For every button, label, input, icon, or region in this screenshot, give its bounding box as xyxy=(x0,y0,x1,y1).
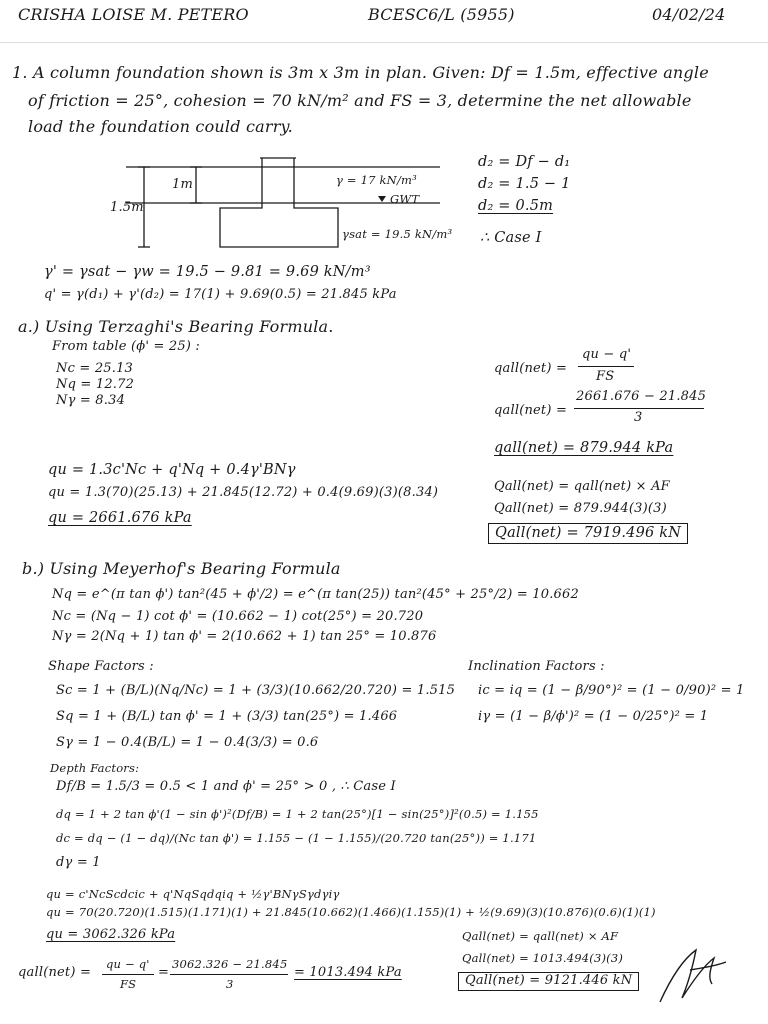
nq-value: Nq = 12.72 xyxy=(56,377,135,392)
nc-value: Nc = 25.13 xyxy=(56,361,134,376)
b-nq: Nq = e^(π tan ϕ') tan²(45 + ϕ'/2) = e^(π tan(25)) tan²(45° + 25°/2) = 10.662 xyxy=(52,587,579,602)
depth-dgamma: dγ = 1 xyxy=(56,855,101,870)
depth-dq: dq = 1 + 2 tan ϕ'(1 − sin ϕ')²(Df/B) = 1 + 2 tan(25°)[1 − sin(25°)]²(0.5) = 1.155 xyxy=(56,807,539,821)
d2-line-2: d₂ = 1.5 − 1 xyxy=(478,176,571,192)
b-frac-bar-2 xyxy=(170,974,288,975)
a-Q-result: Qall(net) = 7919.496 kN xyxy=(488,523,688,544)
problem-line-2: of friction = 25°, cohesion = 70 kN/m² and FS = 3, determine the net allowable xyxy=(28,91,692,110)
part-b-heading: b.) Using Meyerhof's Bearing Formula xyxy=(22,559,341,578)
case-label: ∴ Case I xyxy=(480,230,542,246)
a-qnet-result: qall(net) = 879.944 kPa xyxy=(494,440,674,456)
depth-case: Df/B = 1.5/3 = 0.5 < 1 and ϕ' = 25° > 0 , ∴ Case I xyxy=(56,779,396,794)
a-qu-substitution: qu = 1.3(70)(25.13) + 21.845(12.72) + 0.4(9.69)(3)(8.34) xyxy=(48,485,439,500)
signature xyxy=(652,940,732,1010)
a-qnet-lhs-1: qall(net) = xyxy=(494,361,568,376)
b-qu-result: qu = 3062.326 kPa xyxy=(46,927,176,942)
b-qnet-den-1: FS xyxy=(120,977,137,991)
b-qnet-result: = 1013.494 kPa xyxy=(294,965,402,980)
b-Q-result: Qall(net) = 9121.446 kN xyxy=(458,972,639,991)
b-qu-formula: qu = c'NcScdcic + q'NqSqdqiq + ½γ'BNγSγdγiγ xyxy=(46,887,340,901)
equals-sign: = xyxy=(158,965,170,980)
b-nc: Nc = (Nq − 1) cot ϕ' = (10.662 − 1) cot(25°) = 20.720 xyxy=(52,609,424,624)
dim-1m-label: 1m xyxy=(172,177,193,192)
b-qnet-lhs: qall(net) = xyxy=(18,965,92,980)
a-qnet-num-1: qu − q' xyxy=(582,347,632,362)
a-qnet-den-2: 3 xyxy=(634,410,643,425)
table-note: From table (ϕ' = 25) : xyxy=(52,339,200,354)
problem-line-1: 1. A column foundation shown is 3m x 3m in plan. Given: Df = 1.5m, effective angle xyxy=(12,63,709,82)
a-frac-bar-1 xyxy=(578,366,634,367)
b-ngamma: Nγ = 2(Nq + 1) tan ϕ' = 2(10.662 + 1) tan 25° = 10.876 xyxy=(52,629,437,644)
b-qnet-num-1: qu − q' xyxy=(106,957,150,971)
shape-sq: Sq = 1 + (B/L) tan ϕ' = 1 + (3/3) tan(25°) = 1.466 xyxy=(56,709,398,724)
a-qu-formula: qu = 1.3c'Nc + q'Nq + 0.4γ'BNγ xyxy=(48,462,296,478)
gamma-effective: γ' = γsat − γw = 19.5 − 9.81 = 9.69 kN/m³ xyxy=(44,264,371,280)
d2-line-1: d₂ = Df − d₁ xyxy=(478,154,571,170)
b-qu-substitution: qu = 70(20.720)(1.515)(1.171)(1) + 21.845(10.662)(1.466)(1.155)(1) + ½(9.69)(3)(10.876)(0.6)(1)(1) xyxy=(46,905,656,919)
incl-title: Inclination Factors : xyxy=(468,659,605,674)
a-frac-bar-2 xyxy=(574,408,704,409)
incl-igamma: iγ = (1 − β/ϕ')² = (1 − 0/25°)² = 1 xyxy=(478,709,709,724)
d2-line-3: d₂ = 0.5m xyxy=(478,198,554,214)
gwt-marker xyxy=(378,196,386,202)
shape-title: Shape Factors : xyxy=(48,659,154,674)
b-qnet-den-2: 3 xyxy=(226,977,234,991)
b-frac-bar-1 xyxy=(102,974,154,975)
a-qu-result: qu = 2661.676 kPa xyxy=(48,510,192,526)
depth-title: Depth Factors: xyxy=(50,761,140,775)
part-a-heading: a.) Using Terzaghi's Bearing Formula. xyxy=(18,317,334,336)
date: 04/02/24 xyxy=(652,5,726,24)
shape-sgamma: Sγ = 1 − 0.4(B/L) = 1 − 0.4(3/3) = 0.6 xyxy=(56,735,319,750)
a-qnet-den-1: FS xyxy=(596,369,615,384)
incl-ic: ic = iq = (1 − β/90°)² = (1 − 0/90)² = 1 xyxy=(478,683,745,698)
a-qnet-lhs-2: qall(net) = xyxy=(494,403,568,418)
q-effective: q' = γ(d₁) + γ'(d₂) = 17(1) + 9.69(0.5) = 21.845 kPa xyxy=(44,287,397,302)
shape-sc: Sc = 1 + (B/L)(Nq/Nc) = 1 + (3/3)(10.662/20.720) = 1.515 xyxy=(56,683,456,698)
ngamma-value: Nγ = 8.34 xyxy=(56,393,126,408)
student-name: CRISHA LOISE M. PETERO xyxy=(18,5,249,24)
dim-15m-label: 1.5m xyxy=(110,200,144,215)
b-Q-formula: Qall(net) = qall(net) × AF xyxy=(462,929,619,943)
gamma-sat-label: γsat = 19.5 kN/m³ xyxy=(342,227,453,241)
problem-line-3: load the foundation could carry. xyxy=(28,117,293,136)
footing-outline xyxy=(220,167,338,247)
a-Q-substitution: Qall(net) = 879.944(3)(3) xyxy=(494,501,667,516)
gamma-label: γ = 17 kN/m³ xyxy=(336,173,417,187)
a-qnet-num-2: 2661.676 − 21.845 xyxy=(576,389,707,404)
a-Q-formula: Qall(net) = qall(net) × AF xyxy=(494,479,670,494)
gwt-label: GWT xyxy=(390,192,420,206)
b-Q-substitution: Qall(net) = 1013.494(3)(3) xyxy=(462,951,624,965)
course-code: BCESC6/L (5955) xyxy=(368,5,515,24)
b-qnet-num-2: 3062.326 − 21.845 xyxy=(172,957,288,971)
depth-dc: dc = dq − (1 − dq)/(Nc tan ϕ') = 1.155 − (1 − 1.155)/(20.720 tan(25°)) = 1.171 xyxy=(56,831,537,845)
